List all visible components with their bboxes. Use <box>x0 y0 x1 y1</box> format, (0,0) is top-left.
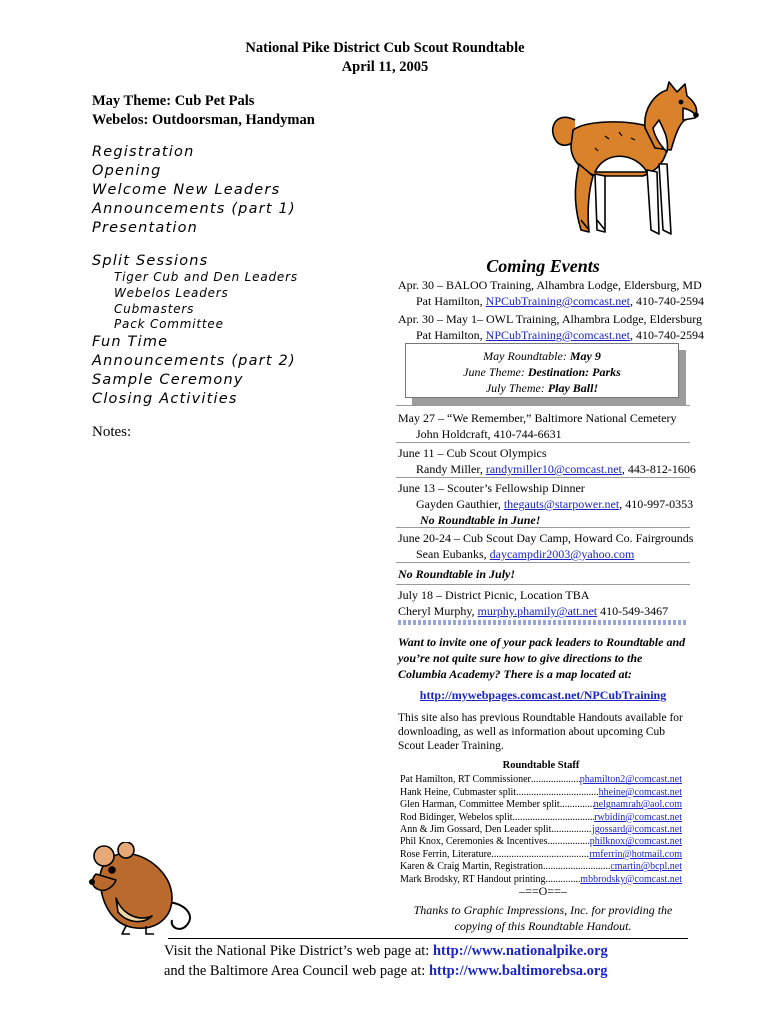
staff-name: Karen & Craig Martin, Registration <box>400 861 544 873</box>
email-link[interactable]: thegauts@starpower.net <box>503 497 620 511</box>
page-date: April 11, 2005 <box>341 59 429 75</box>
staff-row <box>400 774 682 786</box>
split-session-item: Cubmasters <box>114 302 195 316</box>
contact-phone: , 410-740-2594 <box>629 294 704 308</box>
callout-june <box>406 364 678 380</box>
staff-name: Phil Knox, Ceremonies & Incentives <box>400 836 548 848</box>
email-link[interactable]: NPCubTraining@comcast.net <box>485 328 630 342</box>
event-baloo-line: Apr. 30 – BALOO Training, Alhambra Lodge, Eldersburg, MD <box>398 278 702 292</box>
event-june20 <box>398 530 693 562</box>
akita-dog-illustration <box>535 80 705 252</box>
contact-name: Pat Hamilton, <box>416 294 486 308</box>
site-info-text: This site also has previous Roundtable Handouts available for downloading, as well as information about upcoming Cub Scout Leader Training. <box>398 712 683 752</box>
event-owl-line: Apr. 30 – May 1– OWL Training, Alhambra Lodge, Eldersburg <box>398 312 702 326</box>
staff-email-link[interactable]: rwbidin@comcast.net <box>594 811 682 823</box>
leader-dots <box>531 774 580 786</box>
event-june11 <box>398 445 696 477</box>
event-owl-contact <box>398 327 704 343</box>
contact-phone: 410-549-3467 <box>597 604 669 618</box>
divider-line <box>396 584 690 585</box>
coming-events-title: Coming Events <box>486 256 600 276</box>
callout-july <box>406 380 678 396</box>
split-sessions-heading: Split Sessions <box>92 253 209 269</box>
mouse-illustration <box>86 842 198 940</box>
leader-dots <box>560 799 594 811</box>
district-website-link[interactable]: http://www.nationalpike.org <box>432 943 608 959</box>
callout-june-label: June Theme: <box>463 365 528 379</box>
staff-email-link[interactable]: rmferrin@hotmail.com <box>589 848 682 860</box>
map-url-container <box>398 688 688 703</box>
staff-email-link[interactable]: nelgnamrah@aol.com <box>593 799 682 811</box>
leader-dots <box>513 812 595 824</box>
invite-text: Want to invite one of your pack leaders to Roundtable and you’re not quite sure how to give directions to the Columbia Academy? There is a map located at: <box>398 635 686 681</box>
contact-name: Cheryl Murphy, <box>398 604 478 618</box>
event-june11-contact <box>398 461 696 477</box>
staff-name: Rod Bidinger, Webelos split <box>400 811 513 823</box>
callout-may-value: May 9 <box>569 349 601 363</box>
divider-line <box>396 562 690 563</box>
staff-name: Hank Heine, Cubmaster split <box>400 786 517 798</box>
staff-row <box>400 836 682 848</box>
event-june13 <box>398 480 693 528</box>
event-baloo-contact <box>398 293 704 309</box>
staff-email-link[interactable]: jgossard@comcast.net <box>591 824 682 836</box>
event-may27-line: May 27 – “We Remember,” Baltimore National Cemetery <box>398 411 677 425</box>
ornament-divider: –==O==– <box>519 884 567 898</box>
email-link[interactable]: daycampdir2003@yahoo.com <box>489 547 635 561</box>
divider-line <box>396 442 690 443</box>
staff-email-link[interactable]: phamilton2@comcast.net <box>579 774 682 786</box>
staff-row <box>400 787 682 799</box>
staff-email-link[interactable]: mbbrodsky@comcast.net <box>580 873 682 885</box>
leader-dots <box>516 787 599 799</box>
leader-dots <box>491 849 589 861</box>
event-june11-line: June 11 – Cub Scout Olympics <box>398 446 547 460</box>
notes-label: Notes: <box>92 424 132 440</box>
thanks-text: Thanks to Graphic Impressions, Inc. for providing the copying of this Roundtable Handout. <box>413 903 673 933</box>
contact-phone: , 410-997-0353 <box>619 497 694 511</box>
staff-name: Mark Brodsky, RT Handout printing <box>400 873 546 885</box>
email-link[interactable]: NPCubTraining@comcast.net <box>485 294 630 308</box>
email-link[interactable]: murphy.phamily@att.net <box>477 604 598 618</box>
event-june13-line: June 13 – Scouter’s Fellowship Dinner <box>398 481 585 495</box>
callout-may-label: May Roundtable: <box>483 349 570 363</box>
no-roundtable-july: No Roundtable in July! <box>398 567 516 581</box>
roundtable-callout-box <box>405 343 679 398</box>
staff-row <box>400 799 682 811</box>
webelos-theme: Webelos: Outdoorsman, Handyman <box>92 112 315 128</box>
staff-row <box>400 812 682 824</box>
footer-line-district <box>164 943 608 960</box>
no-roundtable-june: No Roundtable in June! <box>420 513 541 527</box>
staff-name: Ann & Jim Gossard, Den Leader split <box>400 824 552 836</box>
staff-email-link[interactable]: philknox@comcast.net <box>589 836 682 848</box>
contact-name: Sean Eubanks, <box>416 547 490 561</box>
event-july18-contact <box>398 603 668 619</box>
footer-rule <box>168 938 688 939</box>
agenda-item: Closing Activities <box>92 391 238 407</box>
divider-line <box>396 527 690 528</box>
roundtable-staff <box>400 760 682 886</box>
staff-name: Glen Harman, Committee Member split <box>400 799 560 811</box>
divider-line <box>396 477 690 478</box>
staff-row <box>400 824 682 836</box>
wavy-divider <box>398 620 688 625</box>
staff-name: Rose Ferrin, Literature <box>400 848 492 860</box>
page-title: National Pike District Cub Scout Roundtable <box>245 40 525 56</box>
event-july18 <box>398 587 668 619</box>
callout-june-value: Destination: Parks <box>527 365 621 379</box>
divider-line <box>396 405 690 406</box>
leader-dots <box>547 836 589 848</box>
contact-name: Randy Miller, <box>416 462 486 476</box>
contact-phone: , 410-740-2594 <box>629 328 704 342</box>
agenda-item: Registration <box>92 144 195 160</box>
split-session-item: Pack Committee <box>114 317 224 331</box>
event-may27-contact: John Holdcraft, 410-744-6631 <box>416 427 562 441</box>
event-baloo <box>398 277 704 309</box>
staff-name: Pat Hamilton, RT Commissioner <box>400 774 531 786</box>
split-session-item: Webelos Leaders <box>114 286 229 300</box>
map-url-link[interactable]: http://mywebpages.comcast.net/NPCubTraining <box>419 688 667 702</box>
event-may27 <box>398 410 676 442</box>
callout-july-value: Play Ball! <box>547 381 599 395</box>
council-website-link[interactable]: http://www.baltimorebsa.org <box>428 963 608 979</box>
callout-may <box>406 348 678 364</box>
leader-dots <box>543 861 610 873</box>
agenda-item: Fun Time <box>92 334 169 350</box>
email-link[interactable]: randymiller10@comcast.net <box>485 462 622 476</box>
staff-row <box>400 861 682 873</box>
agenda-item: Presentation <box>92 220 199 236</box>
event-june20-contact <box>398 546 693 562</box>
callout-july-label: July Theme: <box>485 381 548 395</box>
footer-council-text: and the Baltimore Area Council web page at: <box>164 963 429 979</box>
event-june20-line: June 20-24 – Cub Scout Day Camp, Howard Co. Fairgrounds <box>398 531 694 545</box>
staff-title: Roundtable Staff <box>502 760 580 771</box>
may-theme: May Theme: Cub Pet Pals <box>92 93 255 109</box>
event-owl <box>398 311 704 343</box>
agenda-item: Sample Ceremony <box>92 372 244 388</box>
footer-district-text: Visit the National Pike District’s web page at: <box>164 943 433 959</box>
agenda-item: Welcome New Leaders <box>92 182 281 198</box>
footer-line-council <box>164 963 608 980</box>
staff-email-link[interactable]: hheine@comcast.net <box>598 786 682 798</box>
split-session-item: Tiger Cub and Den Leaders <box>114 270 298 284</box>
staff-row <box>400 849 682 861</box>
contact-phone: , 443-812-1606 <box>621 462 696 476</box>
agenda-item: Announcements (part 2) <box>92 353 296 369</box>
contact-name: Pat Hamilton, <box>416 328 486 342</box>
event-july18-line: July 18 – District Picnic, Location TBA <box>398 588 590 602</box>
agenda-item: Opening <box>92 163 162 179</box>
staff-email-link[interactable]: cmartin@bcpl.net <box>610 861 682 873</box>
contact-name: Gayden Gauthier, <box>416 497 504 511</box>
event-june13-contact <box>398 496 693 512</box>
leader-dots <box>551 824 592 836</box>
agenda-item: Announcements (part 1) <box>92 201 296 217</box>
